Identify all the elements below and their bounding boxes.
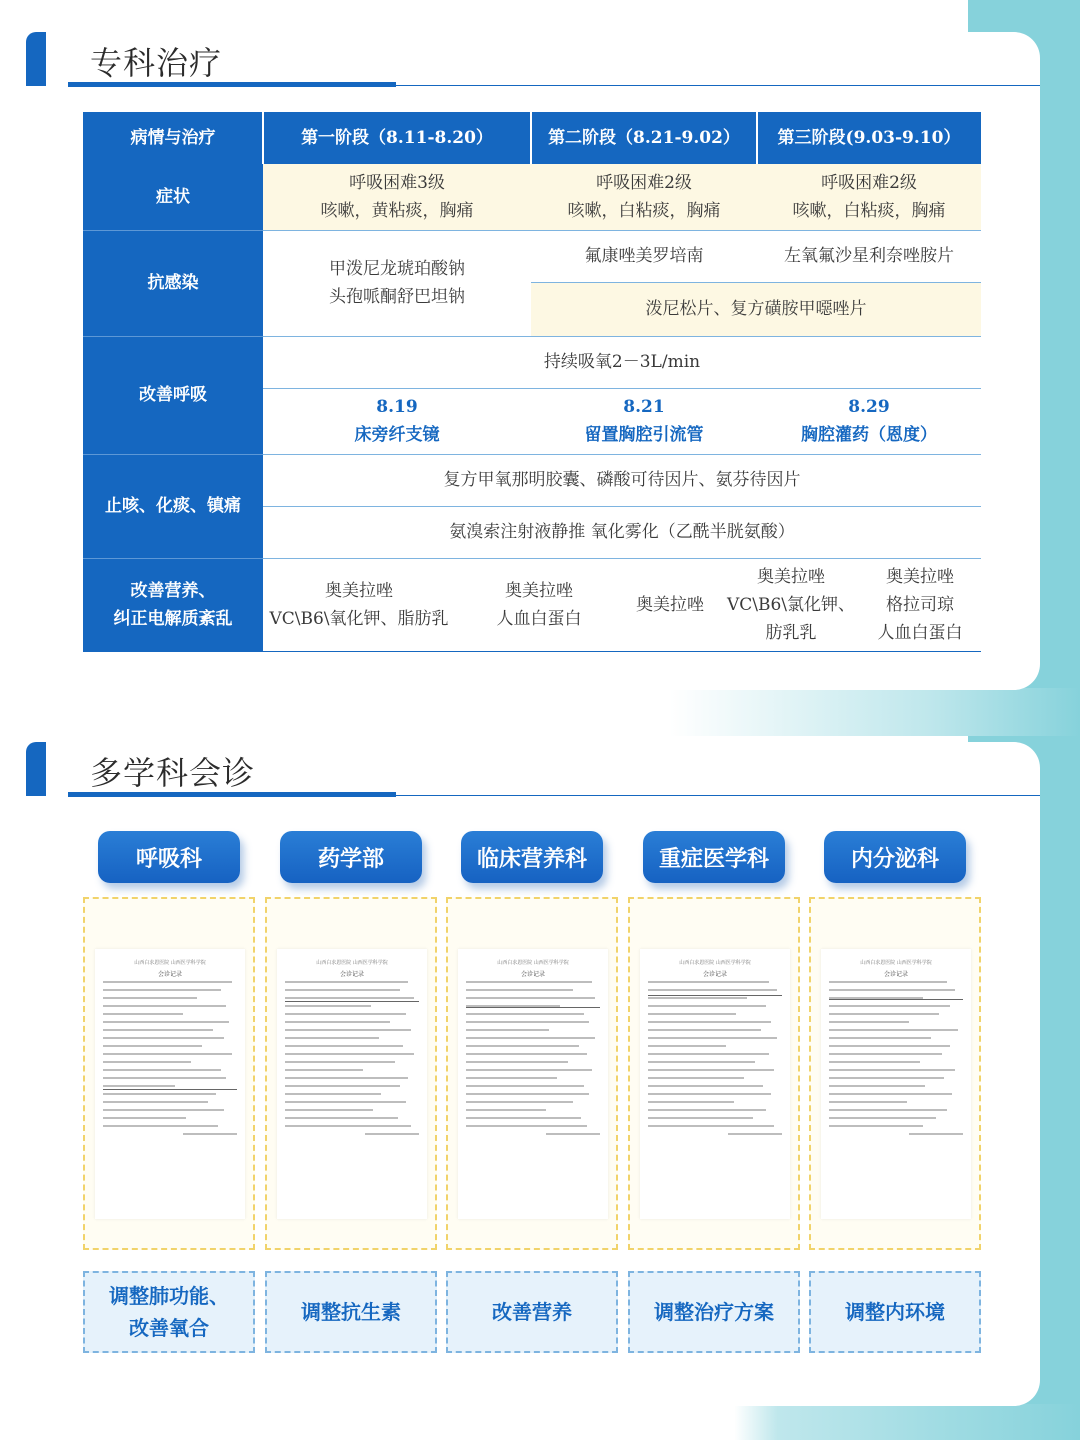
- row-label-nutrition: 改善营养、 纠正电解质紊乱: [113, 581, 233, 629]
- row-label-cough: 止咳、化痰、镇痛: [105, 496, 241, 516]
- consultation-record-card: [265, 897, 437, 1250]
- treatment-table: [83, 112, 981, 652]
- anti-infection-stage3: 左氧氟沙星利奈唑胺片: [784, 246, 954, 266]
- consultation-record-image: 山西白求恩医院 山西医学科学院 会诊记录: [640, 949, 790, 1219]
- expectorant-medication: 氨溴索注射液静推 氧化雾化（乙酰半胱氨酸）: [449, 522, 795, 542]
- divider-accent: [68, 792, 396, 797]
- department-critical-care: 重症医学科: [643, 831, 785, 883]
- table-header: 病情与治疗: [83, 112, 263, 164]
- procedure-event: 8.19 床旁纤支镜: [354, 397, 440, 445]
- nutrition-cell: 奥美拉唑: [636, 595, 704, 615]
- oxygen-therapy: 持续吸氧2－3L/min: [543, 352, 701, 372]
- procedure-event: 8.29 胸腔灌药（恩度）: [801, 397, 937, 445]
- symptoms-stage3: 呼吸困难2级 咳嗽，白粘痰，胸痛: [757, 164, 981, 230]
- consultation-record-image: 山西白求恩医院 山西医学科学院 会诊记录: [95, 949, 245, 1219]
- table-header: 第二阶段（8.21-9.02）: [531, 112, 757, 164]
- consultation-record-image: 山西白求恩医院 山西医学科学院 会诊记录: [821, 949, 971, 1219]
- consultation-record-card: [628, 897, 800, 1250]
- consultation-record-image: 山西白求恩医院 山西医学科学院 会诊记录: [277, 949, 427, 1219]
- row-label-anti-infection: 抗感染: [147, 273, 199, 293]
- consultation-record-card: [446, 897, 618, 1250]
- nutrition-cell: 奥美拉唑 VC\B6\氧化钾、脂肪乳: [269, 581, 449, 629]
- outcome-respiratory: 调整肺功能、 改善氧合: [83, 1271, 255, 1353]
- cough-medication: 复方甲氧那明胶囊、磷酸可待因片、氨芬待因片: [443, 470, 801, 490]
- anti-infection-stage2-3: 泼尼松片、复方磺胺甲噁唑片: [531, 282, 981, 336]
- symptoms-stage2: 呼吸困难2级 咳嗽，白粘痰，胸痛: [531, 164, 757, 230]
- consultation-record-image: 山西白求恩医院 山西医学科学院 会诊记录: [458, 949, 608, 1219]
- section-accent-bar: [26, 32, 46, 86]
- department-pharmacy: 药学部: [280, 831, 422, 883]
- section-title: 多学科会诊: [90, 754, 256, 792]
- table-header: 第一阶段（8.11-8.20）: [263, 112, 531, 164]
- row-label-breathing: 改善呼吸: [139, 385, 207, 405]
- outcome-nutrition: 改善营养: [446, 1271, 618, 1353]
- nutrition-cell: 奥美拉唑 人血白蛋白: [496, 581, 582, 629]
- table-header: 第三阶段(9.03-9.10）: [757, 112, 981, 164]
- outcome-endocrinology: 调整内环境: [809, 1271, 981, 1353]
- background-band-bottom: [0, 1404, 1080, 1440]
- section-accent-bar: [26, 742, 46, 796]
- divider-accent: [68, 82, 396, 87]
- outcome-pharmacy: 调整抗生素: [265, 1271, 437, 1353]
- consultation-record-card: [809, 897, 981, 1250]
- section-header: [0, 32, 1040, 92]
- nutrition-cell: 奥美拉唑 VC\B6\氯化钾、 肪乳乳: [726, 567, 856, 643]
- nutrition-cell: 奥美拉唑 格拉司琼 人血白蛋白: [877, 567, 963, 643]
- row-label-symptoms: 症状: [156, 187, 190, 207]
- symptoms-stage1: 呼吸困难3级 咳嗽，黄粘痰，胸痛: [263, 164, 531, 230]
- section-title: 专科治疗: [90, 44, 223, 82]
- anti-infection-stage1: 甲泼尼龙琥珀酸钠 头孢哌酮舒巴坦钠: [329, 259, 465, 307]
- section-header: [0, 742, 1040, 802]
- background-band: [0, 688, 1080, 736]
- consultation-record-card: [83, 897, 255, 1250]
- department-clinical-nutrition: 临床营养科: [461, 831, 603, 883]
- department-respiratory: 呼吸科: [98, 831, 240, 883]
- procedure-event: 8.21 留置胸腔引流管: [584, 397, 704, 445]
- anti-infection-stage2: 氟康唑美罗培南: [584, 246, 704, 266]
- outcome-critical-care: 调整治疗方案: [628, 1271, 800, 1353]
- department-endocrinology: 内分泌科: [824, 831, 966, 883]
